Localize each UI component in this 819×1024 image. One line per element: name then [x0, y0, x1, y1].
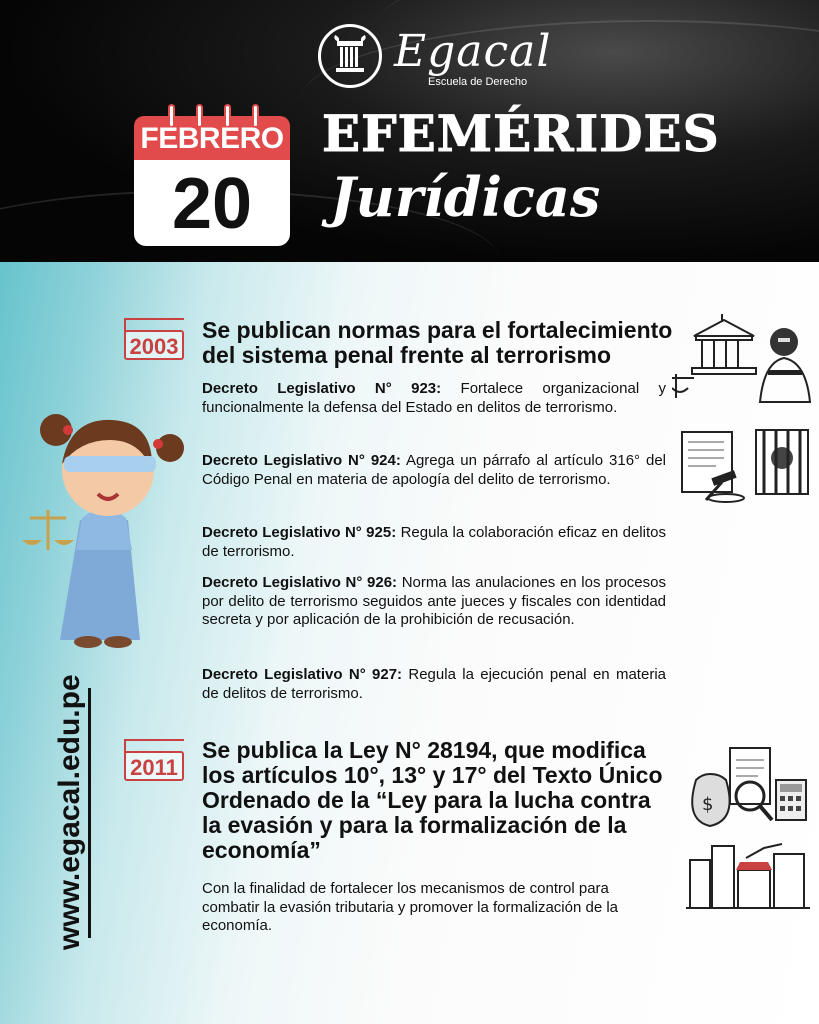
- calendar-month: FEBRERO: [140, 122, 284, 155]
- decree-label: Decreto Legislativo N° 924:: [202, 452, 401, 469]
- event-heading-2003: [202, 318, 682, 368]
- page-title: EFEMÉRIDES: [322, 104, 720, 163]
- svg-text:$: $: [702, 794, 714, 815]
- heading-line: Se publican normas para el fortalecimiento: [202, 317, 673, 343]
- brand-name: Egacal: [394, 26, 552, 77]
- website-url[interactable]: www.egacal.edu.pe: [53, 674, 86, 950]
- decree-label: Decreto Legislativo N° 927:: [202, 666, 403, 683]
- heading-line: economía”: [202, 837, 321, 863]
- decree-926: [202, 574, 666, 630]
- city-buildings-icon: [686, 840, 810, 910]
- heading-line: Ordenado de la “Ley para la lucha contra: [202, 787, 651, 813]
- decree-text: Fortalece organizacional y funcionalmente la defensa del Estado en delitos de terrorismo.: [202, 380, 667, 416]
- finance-illustration: [680, 740, 810, 832]
- decree-923: [202, 380, 666, 417]
- heading-line: los artículos 10°, 13° y 17° del Texto Único: [202, 762, 663, 788]
- page-subtitle: Jurídicas: [330, 165, 601, 229]
- decree-text: Agrega un párrafo al artículo 316° del Código Penal en materia de apología del delito de terrorismo.: [202, 452, 666, 488]
- decree-text: Norma las anulaciones en los procesos por delito de terrorismo seguidos ante jueces y fiscales con identidad secreta y por aplicación de la prohibición de recusación.: [202, 574, 666, 628]
- brand-logo[interactable]: [318, 24, 608, 94]
- calendar-day: 20: [171, 164, 253, 244]
- decree-label: Decreto Legislativo N° 925:: [202, 524, 397, 541]
- heading-line: Se publica la Ley N° 28194, que modifica: [202, 737, 646, 763]
- event-text-2011: Con la finalidad de fortalecer los mecanismos de control para combatir la evasión tributaria y promover la formalización de la economía.: [202, 880, 619, 934]
- city-illustration: [686, 840, 810, 910]
- heading-line: la evasión y para la formalización de la: [202, 812, 627, 838]
- lady-justice-girl-icon: [20, 400, 192, 652]
- decree-label: Decreto Legislativo N° 926:: [202, 574, 398, 591]
- header-banner: [0, 0, 819, 262]
- decree-927: [202, 666, 666, 703]
- gavel-prisoner-illustration: [676, 428, 812, 508]
- year-badge-2011: 2011: [124, 751, 184, 781]
- decree-924: [202, 452, 666, 489]
- decree-925: [202, 524, 666, 561]
- website-url-block[interactable]: [48, 674, 92, 970]
- event-heading-2011: [202, 738, 672, 863]
- heading-line: del sistema penal frente al terrorismo: [202, 342, 612, 368]
- courthouse-icon: [672, 312, 812, 404]
- column-logo-icon: [318, 24, 382, 88]
- courthouse-terrorist-illustration: [672, 312, 812, 404]
- year-badge-2003: 2003: [124, 330, 184, 360]
- money-bag-icon: [680, 740, 810, 832]
- brand-tagline: Escuela de Derecho: [428, 76, 528, 88]
- decree-label: Decreto Legislativo N° 923:: [202, 380, 442, 397]
- decree-text: Regula la colaboración eficaz en delitos de terrorismo.: [202, 524, 666, 560]
- decree-text: Regula la ejecución penal en materia de delitos de terrorismo.: [202, 666, 666, 702]
- document-gavel-icon: [676, 428, 812, 508]
- calendar-badge: [134, 104, 290, 246]
